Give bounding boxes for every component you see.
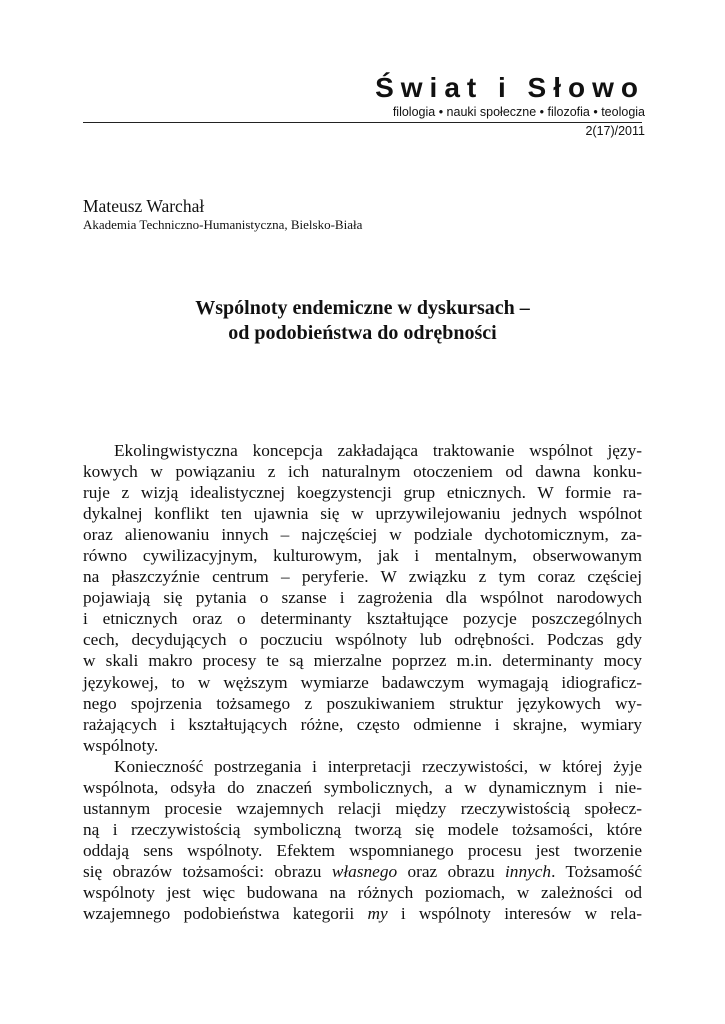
- body-line: w skali makro procesy te są mierzalne poprzez m.in. determinanty mocy: [83, 651, 642, 671]
- emphasis-own: własnego: [331, 861, 398, 881]
- body-line: [83, 903, 642, 924]
- body-line: ustannym procesie wzajemnych relacji między rzeczywistością społecz-: [83, 798, 642, 818]
- issue-number: 2(17)/2011: [585, 124, 645, 138]
- body-line: ruje z wizją idealistycznej koegzystencji grup etnicznych. W formie ra-: [83, 483, 642, 503]
- body-line: nego spojrzenia tożsamego z poszukiwaniem struktur językowych wy-: [83, 693, 642, 713]
- body-text-run: wzajemnego podobieństwa kategorii: [83, 904, 368, 924]
- journal-subtitle: filologia • nauki społeczne • filozofia • teologia: [392, 105, 645, 119]
- body-line: Ekolingwistyczna koncepcja zakładająca traktowanie wspólnot języ-: [114, 441, 642, 460]
- author-affiliation: Akademia Techniczno-Humanistyczna, Bielsko-Biała: [83, 217, 363, 232]
- body-line: cech, decydujących o poczuciu wspólnoty lub odrębności. Podczas gdy: [83, 630, 642, 650]
- body-text-run: i wspólnoty interesów w rela-: [387, 904, 642, 924]
- body-line: i etnicznych oraz o determinanty kształtujące pozycje poszczególnych: [83, 609, 642, 629]
- body-line: kowych w powiązaniu z ich naturalnym otoczeniem od dawna konku-: [83, 462, 642, 482]
- body-line: [83, 861, 642, 882]
- body-line: na płaszczyźnie centrum – peryferie. W związku z tym coraz częściej: [83, 567, 642, 587]
- body-text-run: się obrazów tożsamości: obrazu: [83, 861, 332, 881]
- body-line: dykalnej konflikt ten ujawnia się w uprzywilejowaniu jednych wspólnot: [83, 504, 642, 524]
- article-title: [83, 296, 642, 346]
- body-line: rażających i kształtujących różne, często odmienne i skrajne, wymiary: [83, 714, 642, 734]
- body-line: oddają sens wspólnoty. Efektem wspomnianego procesu jest tworzenie: [83, 840, 642, 860]
- article-body: [83, 440, 642, 924]
- body-line: równo cywilizacyjnym, kulturowym, jak i mentalnym, obserwowanym: [83, 546, 642, 566]
- body-text-run: . Tożsamość: [551, 861, 642, 881]
- emphasis-we: my: [367, 904, 388, 924]
- article-title-line-1: Wspólnoty endemiczne w dyskursach –: [195, 297, 530, 319]
- body-line: wspólnoty jest więc budowana na różnych poziomach, w zależności od: [83, 882, 642, 902]
- emphasis-others: innych: [505, 861, 552, 881]
- body-line: językowej, to w węższym wymiarze badawczym wymagają idiograficz-: [83, 672, 642, 692]
- author-name: Mateusz Warchał: [83, 196, 205, 216]
- body-line: Konieczność postrzegania i interpretacji rzeczywistości, w której żyje: [114, 756, 642, 776]
- journal-title: Świat i Słowo: [375, 72, 645, 103]
- body-text-run: oraz obrazu: [397, 861, 505, 881]
- body-line: ną i rzeczywistością symboliczną tworzą się modele tożsamości, które: [83, 819, 642, 839]
- body-line: wspólnota, odsyła do znaczeń symbolicznych, a w dynamicznym i nie-: [83, 777, 642, 797]
- body-line: oraz alienowaniu innych – najczęściej w podziale dychotomicznym, za-: [83, 525, 642, 545]
- body-line: wspólnoty.: [83, 735, 159, 755]
- body-line: pojawiają się pytania o szanse i zagrożenia dla wspólnot narodowych: [83, 588, 642, 608]
- article-title-line-2: od podobieństwa do odrębności: [228, 322, 497, 344]
